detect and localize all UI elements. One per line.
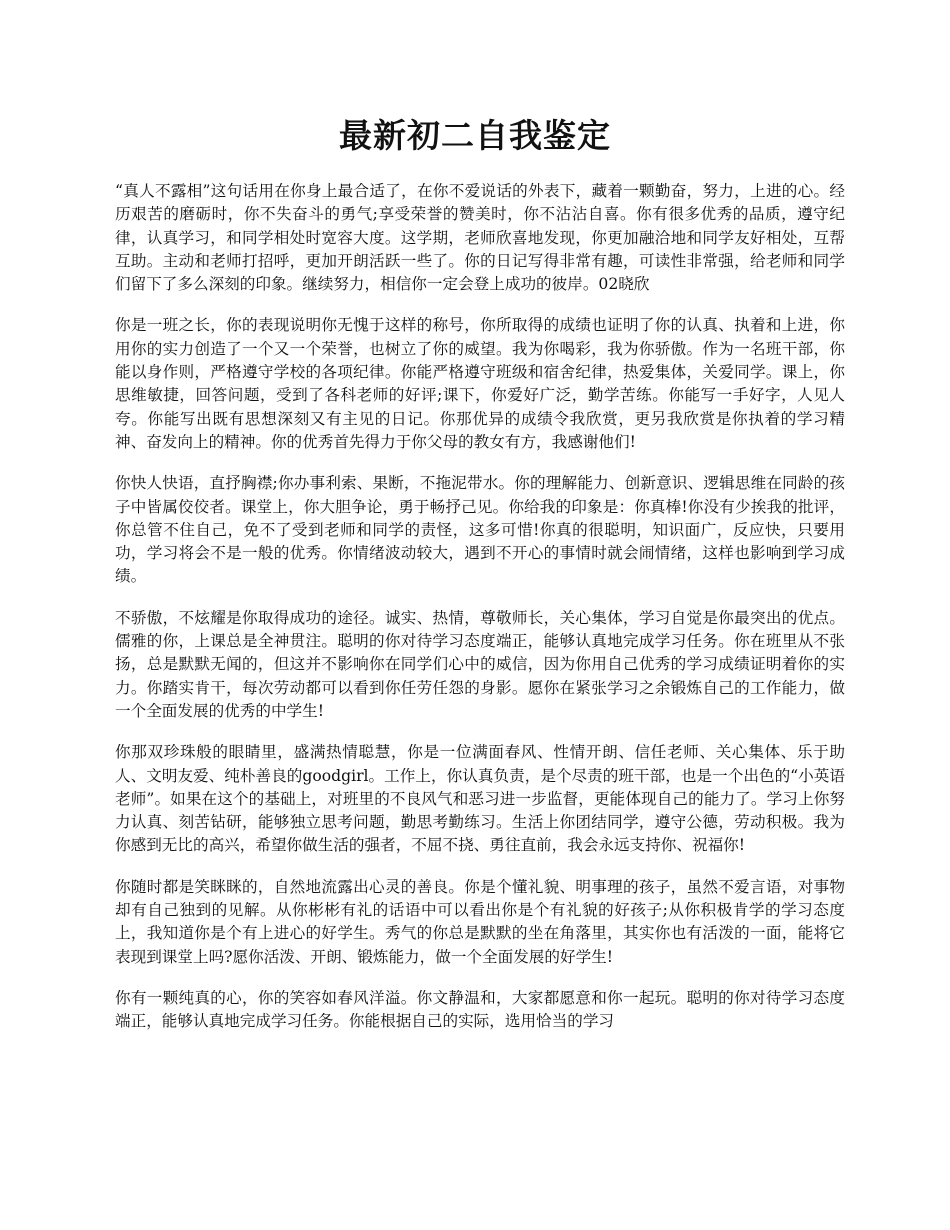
- paragraph-4: 不骄傲，不炫耀是你取得成功的途径。诚实、热情，尊敬师长，关心集体，学习自觉是你最突出的优点。儒雅的你，上课总是全神贯注。聪明的你对待学习态度端正，能够认真地完成学习任务。你在班里从不张扬，总是默默无闻的，但这并不影响你在同学们心中的威信，因为你用自己优秀的学习成绩证明着你的实力。你踏实肯干，每次劳动都可以看到你任劳任怨的身影。愿你在紧张学习之余锻炼自己的工作能力，做一个全面发展的优秀的中学生!: [115, 608, 845, 720]
- paragraph-6: 你随时都是笑眯眯的，自然地流露出心灵的善良。你是个懂礼貌、明事理的孩子，虽然不爱言语，对事物却有自己独到的见解。从你彬彬有礼的话语中可以看出你是个有礼貌的好孩子;从你积极肯学的学习态度上，我知道你是个有上进心的好学生。秀气的你总是默默的坐在角落里，其实你也有活泼的一面，能将它表现到课堂上吗?愿你活泼、开朗、锻炼能力，做一个全面发展的好学生!: [115, 877, 845, 966]
- paragraph-7: 你有一颗纯真的心，你的笑容如春风洋溢。你文静温和，大家都愿意和你一起玩。聪明的你对待学习态度端正，能够认真地完成学习任务。你能根据自己的实际，选用恰当的学习: [115, 988, 845, 1031]
- paragraph-5: 你那双珍珠般的眼睛里，盛满热情聪慧，你是一位满面春风、性情开朗、信任老师、关心集体、乐于助人、文明友爱、纯朴善良的goodgirl。工作上，你认真负责，是个尽责的班干部，也是一个出色的“小英语老师”。如果在这个的基础上，对班里的不良风气和恶习进一步监督，更能体现自己的能力了。学习上你努力认真、刻苦钻研，能够独立思考问题，勤思考勤练习。生活上你团结同学，遵守公德，劳动积极。我为你感到无比的高兴，希望你做生活的强者，不屈不挠、勇往直前，我会永远支持你、祝福你!: [115, 743, 845, 855]
- paragraph-1: “真人不露相”这句话用在你身上最合适了，在你不爱说话的外表下，藏着一颗勤奋，努力，上进的心。经历艰苦的磨砺时，你不失奋斗的勇气;享受荣誉的赞美时，你不沾沾自喜。你有很多优秀的品质，遵守纪律，认真学习，和同学相处时宽容大度。这学期，老师欣喜地发现，你更加融洽地和同学友好相处，互帮互助。主动和老师打招呼，更加开朗活跃一些了。你的日记写得非常有趣，可读性非常强，给老师和同学们留下了多么深刻的印象。继续努力，相信你一定会登上成功的彼岸。02晓欣: [115, 182, 845, 294]
- paragraph-2: 你是一班之长，你的表现说明你无愧于这样的称号，你所取得的成绩也证明了你的认真、执着和上进，你用你的实力创造了一个又一个荣誉，也树立了你的威望。我为你喝彩，我为你骄傲。作为一名班干部，你能以身作则，严格遵守学校的各项纪律。你能严格遵守班级和宿舍纪律，热爱集体，关爱同学。课上，你思维敏捷，回答问题，受到了各科老师的好评;课下，你爱好广泛，勤学苦练。你能写一手好字，人见人夸。你能写出既有思想深刻又有主见的日记。你那优异的成绩令我欣赏，更另我欣赏是你执着的学习精神、奋发向上的精神。你的优秀首先得力于你父母的教女有方，我感谢他们!: [115, 316, 845, 451]
- paragraph-3: 你快人快语，直抒胸襟;你办事利索、果断，不拖泥带水。你的理解能力、创新意识、逻辑思维在同龄的孩子中皆属佼佼者。课堂上，你大胆争论，勇于畅抒己见。你给我的印象是：你真棒!你没有少挨我的批评，你总管不住自己，免不了受到老师和同学的责怪，这多可惜!你真的很聪明，知识面广，反应快，只要用功，学习将会不是一般的优秀。你情绪波动较大，遇到不开心的事情时就会闹情绪，这样也影响到学习成绩。: [115, 474, 845, 586]
- document-body: [115, 180, 845, 1052]
- document-title: 最新初二自我鉴定: [339, 116, 611, 155]
